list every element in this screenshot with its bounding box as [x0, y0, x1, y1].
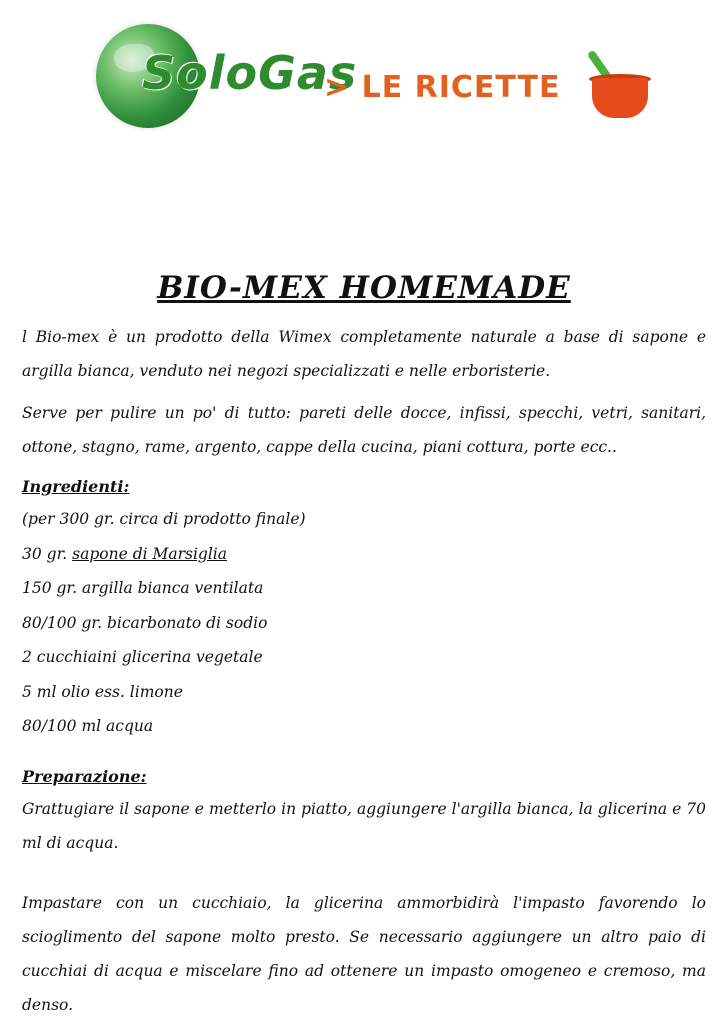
breadcrumb[interactable]: > LE RICETTE: [324, 70, 561, 105]
cooking-pot-icon: [592, 64, 648, 118]
ingredient-item: 2 cucchiaini glicerina vegetale: [22, 648, 263, 666]
intro-paragraph-1: l Bio-mex è un prodotto della Wimex completamente naturale a base di sapone e argilla bianca, venduto nei negozi specializzati e nelle erboristerie.: [22, 328, 706, 380]
preparation-step-2: Impastare con un cucchiaio, la glicerina ammorbidirà l'impasto favorendo lo scioglimento del sapone molto presto. Se necessario aggiungere un altro paio di cucchiai di acqua e miscelare fino ad ottenere un impasto omogeneo e cremoso, ma denso.: [22, 893, 706, 1014]
ingredient-item: 5 ml olio ess. limone: [22, 682, 183, 701]
ingredients-note: (per 300 gr. circa di prodotto finale): [22, 510, 306, 528]
ingredient-link-sapone[interactable]: sapone di Marsiglia: [72, 544, 228, 563]
ingredients-heading: Ingredienti:: [22, 477, 130, 496]
ingredient-item: 150 gr. argilla bianca ventilata: [22, 579, 264, 597]
brand-name: SoloGas: [142, 46, 358, 100]
page-title: BIO-MEX HOMEMADE: [157, 270, 571, 306]
sologas-logo[interactable]: [92, 20, 652, 130]
recipe-content: [22, 270, 706, 1030]
preparation-heading: Preparazione:: [22, 766, 147, 786]
ingredient-item: 80/100 ml acqua: [22, 717, 154, 735]
ingredient-item: [22, 537, 706, 572]
ingredient-qty: 30 gr.: [22, 544, 68, 563]
ingredient-item: 80/100 gr. bicarbonato di sodio: [22, 613, 268, 632]
intro-paragraph-2: Serve per pulire un po' di tutto: pareti delle docce, infissi, specchi, vetri, sanitari, ottone, stagno, rame, argento, cappe della cucina, piani cottura, porte ecc..: [22, 404, 706, 456]
preparation-step-1: Grattugiare il sapone e metterlo in piatto, aggiungere l'argilla bianca, la glicerina e 70 ml di acqua.: [22, 799, 706, 852]
